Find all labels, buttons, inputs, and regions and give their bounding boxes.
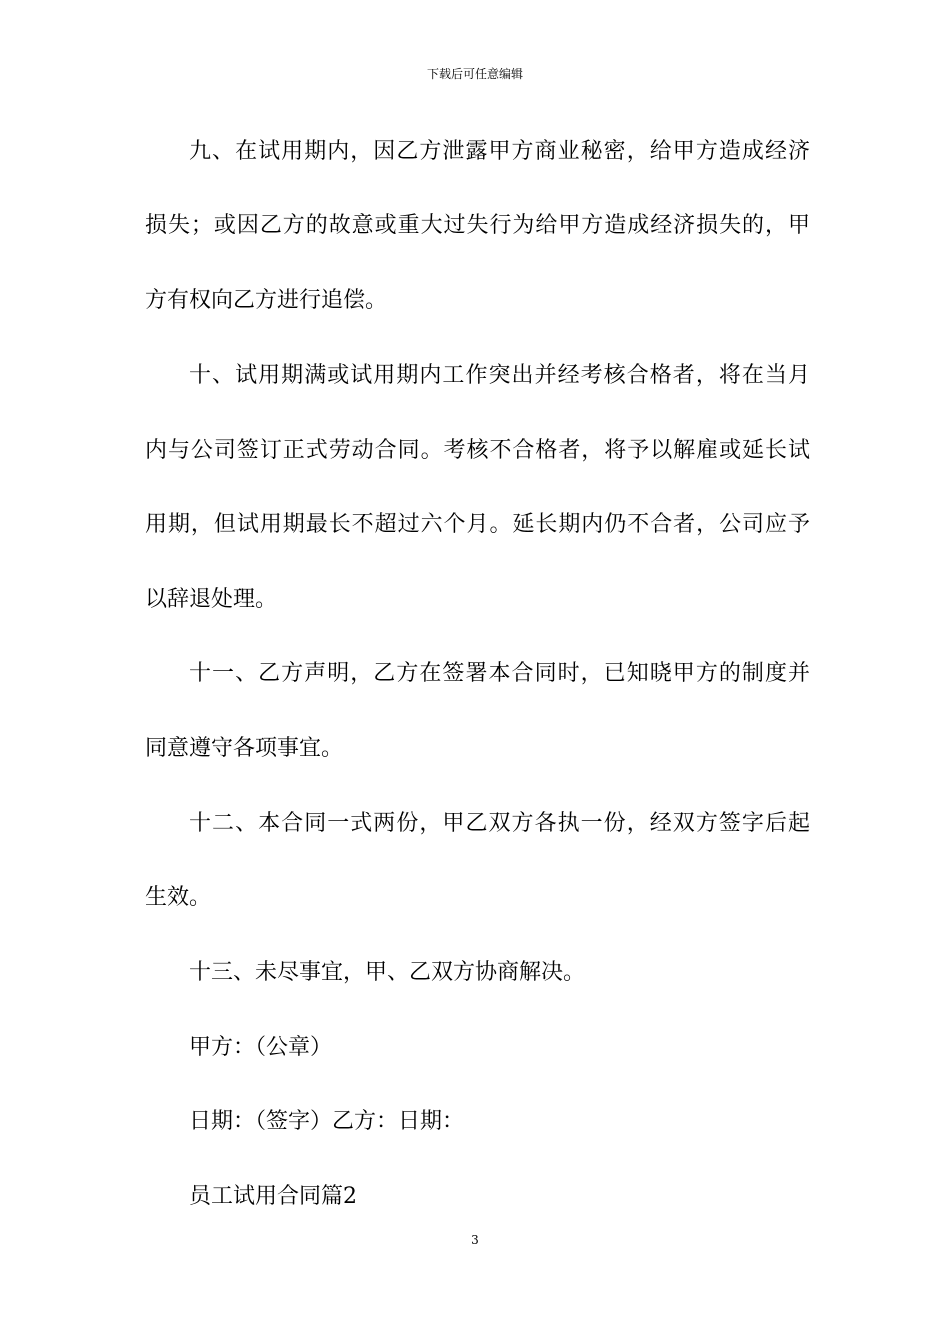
clause-13: 十三、未尽事宜，甲、乙双方协商解决。 (189, 960, 586, 985)
page-number: 3 (471, 1233, 479, 1247)
clause-12-line-2: 生效。 (145, 885, 212, 910)
clause-10-line-3: 用期，但试用期最长不超过六个月。延长期内仍不合者，公司应予 (145, 512, 810, 537)
party-a-seal: 甲方：（公章） (189, 1035, 333, 1060)
clause-12-line-1: 十二、本合同一式两份，甲乙双方各执一份，经双方签字后起 (189, 811, 810, 836)
clause-9-line-1: 九、在试用期内，因乙方泄露甲方商业秘密，给甲方造成经济 (189, 139, 810, 164)
clause-10-line-4: 以辞退处理。 (145, 587, 278, 612)
page-header: 下载后可任意编辑 (426, 67, 523, 81)
signature-date-line: 日期：（签字）乙方：日期： (189, 1109, 465, 1134)
clause-10-line-2: 内与公司签订正式劳动合同。考核不合格者，将予以解雇或延长试 (145, 438, 810, 463)
clause-10-line-1: 十、试用期满或试用期内工作突出并经考核合格者，将在当月 (189, 363, 810, 388)
section-title: 员工试用合同篇2 (189, 1184, 357, 1209)
clause-11-line-2: 同意遵守各项事宜。 (145, 736, 344, 761)
clause-11-line-1: 十一、乙方声明，乙方在签署本合同时，已知晓甲方的制度并 (189, 661, 810, 686)
clause-9-line-2: 损失；或因乙方的故意或重大过失行为给甲方造成经济损失的，甲 (145, 213, 810, 238)
clause-9-line-3: 方有权向乙方进行追偿。 (145, 288, 388, 313)
